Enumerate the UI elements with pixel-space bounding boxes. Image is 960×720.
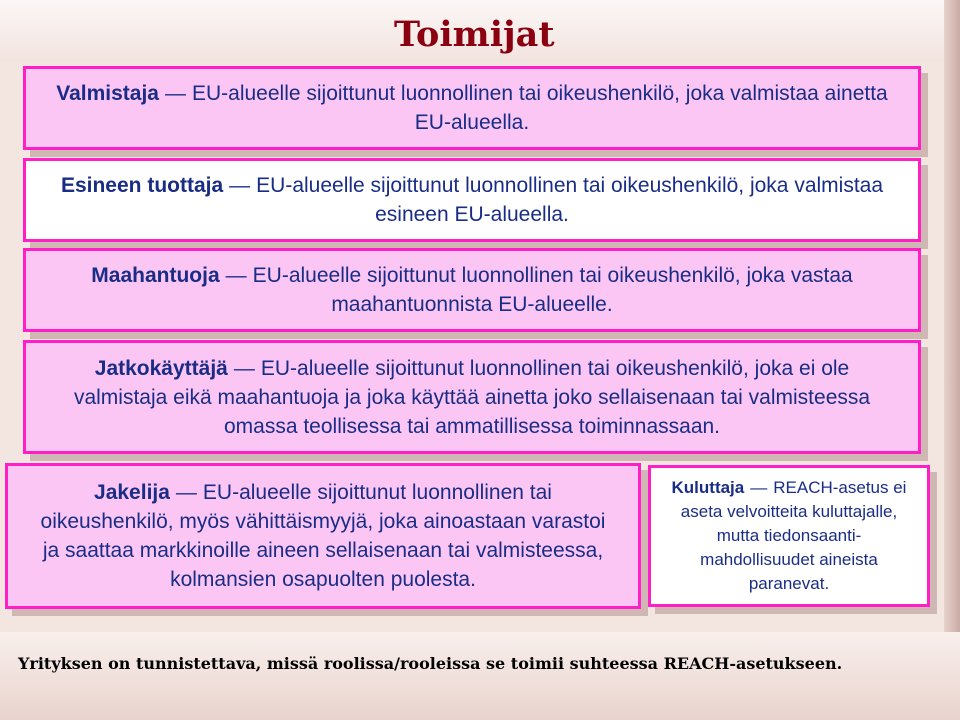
- role-text: [40, 261, 904, 319]
- footer-band: [0, 632, 960, 720]
- role-definition: REACH-asetus ei aseta velvoitteita kuluttajalle, mutta tiedonsaanti-mahdollisuudet aineista paranevat.: [680, 478, 907, 593]
- role-definition: EU-alueelle sijoittunut luonnollinen tai oikeushenkilö, myös vähittäismyyjä, joka ainoastaan varastoi ja saattaa markkinoille aineen sellaisenaan tai valmisteessa, kolmansien osapuolten puolesta.: [40, 481, 606, 591]
- role-box-valmistaja: [23, 66, 921, 150]
- role-box-jakelija: [5, 463, 641, 609]
- role-text: [40, 171, 904, 229]
- role-dash: —: [164, 82, 186, 105]
- role-text: [661, 476, 917, 596]
- right-edge-shade: [944, 0, 960, 720]
- role-term: Jatkokäyttäjä: [94, 356, 228, 380]
- role-definition: EU-alueelle sijoittunut luonnollinen tai oikeushenkilö, joka vastaa maahantuonnista EU-alueelle.: [252, 264, 853, 316]
- role-dash: —: [233, 356, 255, 380]
- page-title: Toimijat: [394, 14, 555, 55]
- role-dash: —: [175, 481, 197, 504]
- role-definition: EU-alueelle sijoittunut luonnollinen tai oikeushenkilö, joka ei ole valmistaja eikä maahantuoja ja joka käyttää ainetta joko sellaisenaan tai valmisteessa omassa teollisessa tai ammatillisessa toiminnassaan.: [73, 356, 871, 438]
- role-term: Esineen tuottaja: [60, 174, 224, 197]
- footer-note: Yrityksen on tunnistettava, missä roolissa/rooleissa se toimii suhteessa REACH-asetukseen.: [18, 654, 843, 673]
- role-box-esineen-tuottaja: [23, 158, 921, 242]
- role-term: Valmistaja: [56, 82, 159, 105]
- role-text: [30, 478, 616, 594]
- role-dash: —: [225, 264, 247, 287]
- role-box-kuluttaja: [648, 465, 930, 607]
- role-dash: —: [229, 174, 251, 197]
- role-term: Maahantuoja: [91, 264, 220, 287]
- role-text: [40, 79, 904, 137]
- role-term: Kuluttaja: [671, 478, 745, 497]
- role-definition: EU-alueelle sijoittunut luonnollinen tai oikeushenkilö, joka valmistaa esineen EU-alueella.: [256, 174, 884, 226]
- role-dash: —: [750, 478, 768, 497]
- role-text: [50, 354, 894, 441]
- role-term: Jakelija: [94, 481, 170, 504]
- role-definition: EU-alueelle sijoittunut luonnollinen tai oikeushenkilö, joka valmistaa ainetta EU-alueella.: [191, 82, 888, 134]
- role-box-maahantuoja: [23, 248, 921, 332]
- role-box-jatkokayttaja: [23, 340, 921, 454]
